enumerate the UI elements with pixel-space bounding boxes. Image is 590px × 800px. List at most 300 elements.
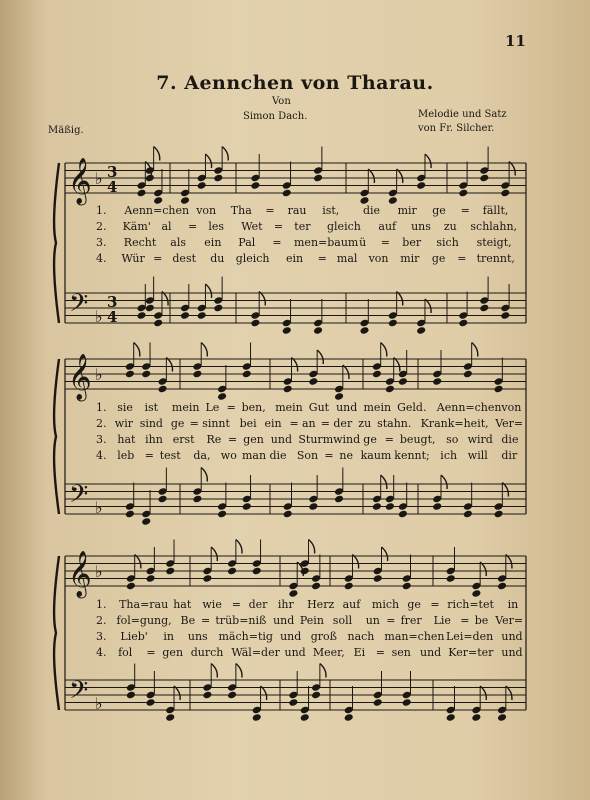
page-number: 11	[505, 32, 526, 50]
lyric-syllable: du	[210, 252, 225, 265]
note-head	[125, 510, 135, 519]
system-1-verse-2	[96, 220, 520, 236]
lyric-syllable: =	[231, 598, 241, 611]
lyric-syllable: =	[201, 614, 211, 627]
note-head	[494, 510, 504, 519]
note-head	[471, 713, 481, 722]
lyric-syllable: sen	[391, 646, 411, 659]
note-head	[192, 370, 202, 379]
lyric-syllable: rich=tet	[447, 598, 494, 611]
note-flag	[309, 540, 315, 554]
lyric-syllable: der	[248, 598, 268, 611]
lyric-syllable: test	[159, 449, 181, 462]
note-head	[497, 582, 507, 591]
lyric-syllable: steigt,	[476, 236, 512, 249]
lyric-syllable: =	[384, 433, 394, 446]
lyric-syllable: gen	[162, 646, 184, 659]
time-signature-icon: 4	[107, 308, 118, 326]
note-head	[479, 174, 489, 183]
lyric-syllable: 2.	[96, 417, 107, 430]
note-head	[252, 567, 262, 576]
lyric-syllable: man=chen	[384, 630, 445, 643]
lyric-syllable: =	[226, 401, 236, 414]
note-flag	[472, 343, 478, 357]
note-head	[126, 691, 136, 700]
note-flag	[317, 350, 323, 364]
brace-icon	[54, 359, 59, 514]
system-1-verse-1	[96, 204, 520, 220]
lyric-syllable: =	[375, 646, 385, 659]
lyric-syllable: ge	[363, 433, 377, 446]
system-3-verse-4	[96, 646, 523, 662]
lyric-syllable: rau	[287, 204, 307, 217]
lyric-syllable: Wet	[241, 220, 263, 233]
lyric-syllable: sie	[117, 401, 133, 414]
note-head	[136, 311, 146, 320]
lyric-syllable: gen	[243, 433, 264, 446]
note-head	[385, 385, 395, 394]
composer-credit-line1: Melodie und Satz	[418, 109, 507, 120]
lyric-syllable: mein	[363, 401, 392, 414]
lyric-syllable: 3.	[96, 236, 107, 249]
note-head	[202, 691, 212, 700]
note-flag	[134, 343, 140, 357]
note-head	[359, 326, 369, 335]
note-head	[334, 392, 344, 401]
time-signature-icon: 4	[107, 178, 118, 196]
composer-credit-line2: von Fr. Silcher.	[418, 123, 495, 134]
lyric-syllable: und	[284, 646, 306, 659]
note-flag	[506, 686, 512, 700]
lyric-syllable: =	[289, 417, 299, 430]
note-flag	[425, 299, 431, 313]
note-flag	[382, 547, 388, 561]
note-flag	[320, 664, 326, 678]
lyric-syllable: 1.	[96, 598, 107, 611]
lyric-syllable: kennt;	[394, 449, 430, 462]
lyric-syllable: die	[363, 204, 381, 217]
note-flag	[506, 555, 512, 569]
note-head	[141, 517, 151, 526]
lyric-syllable: da,	[193, 449, 211, 462]
lyric-syllable: 4.	[96, 252, 107, 265]
note-head	[145, 174, 155, 183]
lyric-syllable: mal	[336, 252, 358, 265]
lyric-syllable: wo	[220, 449, 237, 462]
note-head	[416, 181, 426, 190]
note-head	[446, 574, 456, 583]
lyric-syllable: so	[446, 433, 459, 446]
lyric-syllable: Pal	[238, 236, 256, 249]
lyric-syllable: soll	[332, 614, 353, 627]
lyric-syllable: ü	[359, 236, 367, 249]
lyric-syllable: ist	[144, 401, 159, 414]
note-head	[158, 495, 168, 504]
lyric-syllable: zu	[358, 417, 372, 430]
lyricist-name: Simon Dach.	[243, 111, 308, 122]
tempo-marking: Mäßig.	[48, 125, 84, 136]
lyric-syllable: zu	[443, 220, 457, 233]
lyric-syllable: der	[333, 417, 353, 430]
lyric-syllable: Son	[296, 449, 319, 462]
lyric-syllable: trüb=niß	[215, 614, 267, 627]
lyric-syllable: =	[265, 204, 275, 217]
lyric-syllable: Aenn=chen	[124, 204, 190, 217]
flat-icon: ♭	[95, 498, 103, 517]
lyric-syllable: durch	[190, 646, 224, 659]
note-head	[432, 377, 442, 386]
note-head	[479, 304, 489, 313]
lyric-syllable: von	[501, 401, 522, 414]
lyric-syllable: und	[270, 433, 293, 446]
note-head	[402, 698, 412, 707]
lyric-syllable: sind	[139, 417, 163, 430]
lyric-syllable: Tha=rau	[119, 598, 169, 611]
lyric-syllable: 2.	[96, 220, 107, 233]
lyric-syllable: Ei	[353, 646, 366, 659]
note-head	[458, 189, 468, 198]
note-head	[344, 713, 354, 722]
note-flag	[509, 162, 515, 176]
lyric-syllable: wie	[202, 598, 222, 611]
lyric-syllable: un	[365, 614, 380, 627]
note-flag	[441, 475, 447, 489]
lyric-syllable: mir	[397, 204, 417, 217]
lyric-syllable: uns	[411, 220, 431, 233]
note-head	[458, 319, 468, 328]
time-signature-icon: 3	[107, 163, 118, 181]
lyric-syllable: hat	[117, 433, 136, 446]
system-2-verse-4	[96, 449, 520, 465]
note-head	[202, 574, 212, 583]
lyric-syllable: Geld.	[397, 401, 427, 414]
lyric-syllable: Gut	[308, 401, 330, 414]
lyric-syllable: Aenn=chen	[436, 401, 502, 414]
lyric-syllable: =	[188, 220, 198, 233]
lyric-syllable: trennt,	[476, 252, 515, 265]
lyric-syllable: =	[272, 236, 282, 249]
lyric-syllable: groß	[310, 630, 337, 643]
lyric-syllable: ter	[294, 220, 311, 233]
lyric-syllable: Lei=den	[446, 630, 494, 643]
note-head	[398, 377, 408, 386]
system-3-verse-1	[96, 598, 520, 614]
note-head	[313, 174, 323, 183]
lyric-syllable: Ver=	[495, 614, 524, 627]
note-flag	[397, 292, 403, 306]
lyric-syllable: Ker=ter	[448, 646, 494, 659]
note-flag	[353, 555, 359, 569]
lyric-syllable: die	[269, 449, 287, 462]
note-head	[300, 713, 310, 722]
note-head	[500, 311, 510, 320]
lyric-syllable: fol	[118, 646, 133, 659]
note-head	[334, 495, 344, 504]
lyric-syllable: die	[501, 433, 519, 446]
lyric-syllable: ber	[402, 236, 422, 249]
note-head	[288, 589, 298, 598]
lyric-syllable: an	[302, 417, 316, 430]
note-head	[446, 713, 456, 722]
note-head	[125, 370, 135, 379]
note-head	[242, 370, 252, 379]
lyric-syllable: Pein	[299, 614, 324, 627]
system-1-verse-4	[96, 252, 520, 268]
note-head	[463, 370, 473, 379]
treble-clef-icon: 𝄞	[68, 354, 92, 400]
note-head	[372, 502, 382, 511]
note-head	[500, 189, 510, 198]
song-title: 7. Aennchen von Tharau.	[156, 72, 434, 94]
lyric-syllable: bei	[239, 417, 257, 430]
note-flag	[343, 365, 349, 379]
lyric-syllable: sinnt	[202, 417, 230, 430]
lyric-syllable: auf	[342, 598, 361, 611]
lyric-syllable: mein	[275, 401, 303, 414]
note-flag	[135, 555, 141, 569]
note-head	[153, 319, 163, 328]
lyric-syllable: al	[161, 220, 172, 233]
treble-clef-icon: 𝄞	[68, 158, 92, 204]
system-2-verse-2	[96, 417, 524, 433]
note-head	[165, 567, 175, 576]
lyric-syllable: 1.	[96, 204, 107, 217]
time-signature-icon: 3	[107, 293, 118, 311]
note-flag	[205, 284, 211, 298]
note-flag	[259, 292, 265, 306]
lyric-syllable: 1.	[96, 401, 107, 414]
lyric-syllable: ge	[170, 417, 185, 430]
flat-icon: ♭	[95, 169, 103, 188]
lyric-syllable: ein	[286, 252, 304, 265]
lyric-syllable: uns	[187, 630, 208, 643]
lyric-syllable: ge	[407, 598, 421, 611]
lyric-syllable: dir	[501, 449, 518, 462]
note-flag	[292, 358, 298, 372]
lyric-syllable: und	[501, 646, 523, 659]
system-3-verse-3	[96, 630, 523, 646]
lyric-syllable: Re	[206, 433, 222, 446]
note-head	[217, 510, 227, 519]
note-flag	[154, 147, 160, 161]
note-head	[308, 377, 318, 386]
lyric-syllable: Krank=heit,	[420, 417, 489, 430]
lyric-syllable: frer	[400, 614, 422, 627]
note-head	[158, 385, 168, 394]
lyric-syllable: ihn	[145, 433, 163, 446]
lyric-syllable: Lieb'	[120, 630, 148, 643]
lyric-syllable: ge	[431, 252, 446, 265]
note-flag	[381, 343, 387, 357]
note-flag	[201, 468, 207, 482]
lyric-syllable: Be	[180, 614, 196, 627]
lyric-syllable: man	[242, 449, 267, 462]
note-head	[494, 385, 504, 394]
lyric-syllable: ein	[204, 236, 222, 249]
lyric-syllable: wir	[114, 417, 133, 430]
note-head	[141, 370, 151, 379]
lyric-syllable: von	[368, 252, 389, 265]
system-1-verse-3	[96, 236, 520, 252]
note-flag	[211, 664, 217, 678]
lyric-syllable: 4.	[96, 646, 107, 659]
lyric-syllable: als	[170, 236, 187, 249]
lyric-syllable: und	[336, 401, 358, 414]
bass-clef-icon: 𝄢	[69, 289, 89, 324]
note-flag	[236, 540, 242, 554]
lyric-syllable: men=baum	[294, 236, 359, 249]
flat-icon: ♭	[95, 694, 103, 713]
lyric-syllable: wird	[467, 433, 493, 446]
lyric-syllable: Sturmwind	[298, 433, 361, 446]
note-flag	[480, 562, 486, 576]
lyric-syllable: ich	[440, 449, 458, 462]
lyricist-prefix: Von	[272, 96, 291, 107]
lyric-syllable: Wäl=der	[231, 646, 280, 659]
lyric-syllable: =	[153, 252, 163, 265]
lyric-syllable: Meer,	[312, 646, 345, 659]
lyric-syllable: in	[163, 630, 174, 643]
note-head	[227, 691, 237, 700]
lyric-syllable: und	[420, 646, 442, 659]
lyric-syllable: hat	[173, 598, 192, 611]
note-flag	[368, 169, 374, 183]
lyric-syllable: =	[320, 417, 331, 430]
lyric-syllable: ist,	[322, 204, 340, 217]
lyric-syllable: mäch=tig	[218, 630, 273, 643]
note-head	[402, 582, 412, 591]
lyric-syllable: Wür	[121, 252, 145, 265]
note-head	[146, 698, 156, 707]
lyric-syllable: be	[474, 614, 489, 627]
lyric-syllable: und	[273, 614, 295, 627]
note-head	[213, 304, 223, 313]
treble-clef-icon: 𝄞	[68, 551, 92, 597]
lyric-syllable: ihr	[277, 598, 294, 611]
lyric-syllable: les	[208, 220, 225, 233]
note-head	[471, 589, 481, 598]
system-2-verse-3	[96, 433, 520, 449]
lyric-syllable: ge	[432, 204, 446, 217]
brace-icon	[54, 556, 59, 710]
lyric-syllable: auf	[378, 220, 397, 233]
lyric-syllable: kaum	[360, 449, 392, 462]
system-3-verse-2	[96, 614, 524, 630]
lyric-syllable: Ver=	[495, 417, 524, 430]
lyric-syllable: stahn.	[377, 417, 412, 430]
lyric-syllable: ne	[339, 449, 353, 462]
lyric-syllable: =	[386, 614, 396, 627]
lyric-syllable: fällt,	[482, 204, 509, 217]
lyric-syllable: =	[317, 252, 327, 265]
lyric-syllable: fol=gung,	[116, 614, 172, 627]
lyric-syllable: Lie	[433, 614, 451, 627]
lyric-syllable: beugt,	[399, 433, 436, 446]
lyric-syllable: Käm'	[122, 220, 151, 233]
lyric-syllable: sich	[436, 236, 459, 249]
lyric-syllable: mich	[371, 598, 400, 611]
lyric-syllable: will	[467, 449, 488, 462]
note-head	[282, 189, 292, 198]
bass-clef-icon: 𝄢	[69, 480, 89, 515]
lyric-syllable: 3.	[96, 433, 107, 446]
lyric-syllable: gleich	[327, 220, 361, 233]
lyric-syllable: =	[273, 220, 284, 233]
note-flag	[201, 343, 207, 357]
note-head	[242, 502, 252, 511]
lyric-syllable: schlahn,	[470, 220, 518, 233]
lyric-syllable: mir	[400, 252, 420, 265]
note-head	[373, 574, 383, 583]
lyric-syllable: =	[144, 449, 154, 462]
note-head	[373, 698, 383, 707]
note-head	[165, 713, 175, 722]
lyric-syllable: 2.	[96, 614, 107, 627]
lyric-syllable: ben,	[241, 401, 266, 414]
lyric-syllable: ein	[264, 417, 282, 430]
note-head	[192, 495, 202, 504]
note-flag	[166, 358, 172, 372]
note-flag	[211, 547, 217, 561]
note-head	[311, 691, 321, 700]
note-head	[398, 510, 408, 519]
note-head	[463, 510, 473, 519]
note-head	[385, 502, 395, 511]
note-head	[308, 502, 318, 511]
lyric-syllable: =	[460, 614, 470, 627]
note-head	[213, 174, 223, 183]
note-flag	[397, 169, 403, 183]
lyric-syllable: 4.	[96, 449, 107, 462]
flat-icon: ♭	[95, 307, 103, 326]
lyric-syllable: =	[189, 417, 199, 430]
lyric-syllable: Recht	[123, 236, 157, 249]
note-head	[372, 370, 382, 379]
lyric-syllable: =	[430, 598, 440, 611]
lyric-syllable: =	[324, 449, 334, 462]
lyric-syllable: in	[507, 598, 519, 611]
note-head	[416, 326, 426, 335]
note-flag	[222, 147, 228, 161]
flat-icon: ♭	[95, 562, 103, 581]
note-head	[180, 311, 190, 320]
note-head	[313, 326, 323, 335]
note-head	[252, 713, 262, 722]
note-head	[126, 582, 136, 591]
lyric-syllable: von	[196, 204, 217, 217]
note-head	[344, 582, 354, 591]
lyric-syllable: und	[280, 630, 302, 643]
note-head	[217, 392, 227, 401]
lyric-syllable: 3.	[96, 630, 107, 643]
system-2-verse-1	[96, 401, 520, 417]
lyric-syllable: Tha	[230, 204, 252, 217]
bass-clef-icon: 𝄢	[69, 676, 89, 711]
note-flag	[174, 686, 180, 700]
note-head	[283, 510, 293, 519]
note-flag	[261, 686, 267, 700]
note-head	[250, 319, 260, 328]
note-head	[197, 181, 207, 190]
lyric-syllable: nach	[347, 630, 375, 643]
note-head	[288, 698, 298, 707]
note-flag	[425, 154, 431, 168]
note-head	[146, 574, 156, 583]
note-head	[227, 567, 237, 576]
lyric-syllable: =	[380, 236, 390, 249]
lyric-syllable: Le	[205, 401, 220, 414]
lyric-syllable: leb	[117, 449, 135, 462]
